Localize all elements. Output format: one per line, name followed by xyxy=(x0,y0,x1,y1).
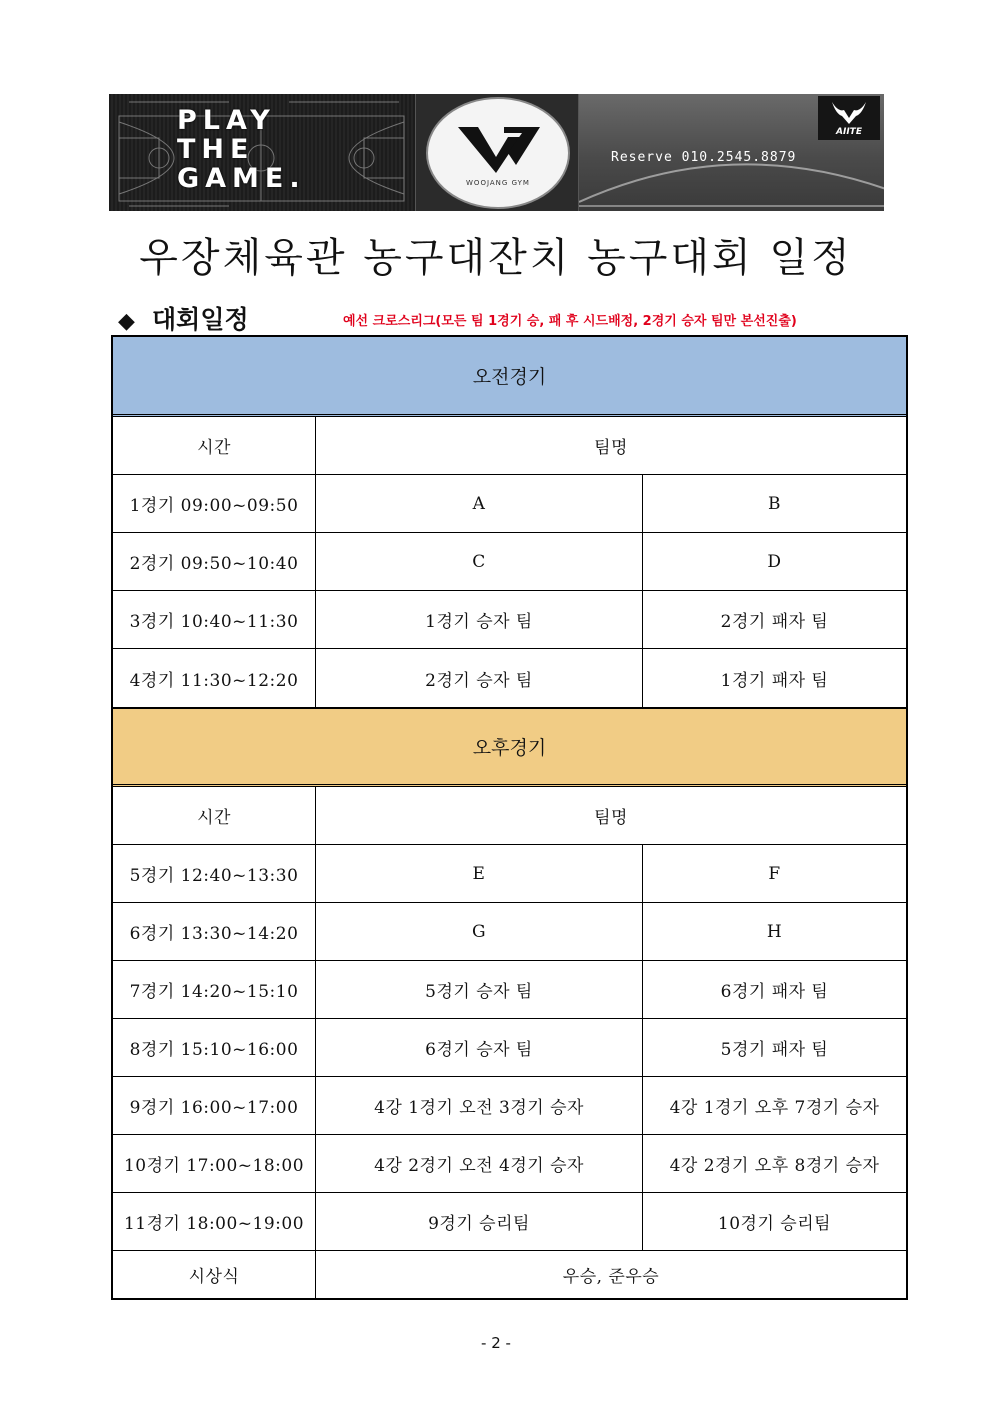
col-time-header: 시간 xyxy=(113,417,316,474)
section-heading xyxy=(118,300,249,336)
aiite-logo xyxy=(818,96,880,140)
woojang-gym-logo xyxy=(426,97,570,209)
slogan-line: GAME. xyxy=(177,163,306,194)
team-two: 6경기 패자 팀 xyxy=(720,982,829,1002)
page-number: - 2 - xyxy=(481,1334,511,1352)
morning-heading: 오전경기 xyxy=(113,337,906,417)
table-row xyxy=(113,649,906,707)
table-row xyxy=(113,845,906,903)
game-time: 5경기 12:40~13:30 xyxy=(113,845,316,902)
header-banner xyxy=(109,94,884,211)
team-one: C xyxy=(316,533,643,590)
team-two: 10경기 승리팀 xyxy=(717,1214,832,1234)
team-one: 9경기 승리팀 xyxy=(316,1193,643,1250)
game-time: 10경기 17:00~18:00 xyxy=(113,1135,316,1192)
table-row xyxy=(113,1077,906,1135)
team-two: B xyxy=(768,493,781,514)
diamond-bullet-icon: ◆ xyxy=(118,309,135,334)
table-row xyxy=(113,533,906,591)
ceremony-row xyxy=(113,1251,906,1298)
afternoon-heading: 오후경기 xyxy=(113,707,906,787)
table-row xyxy=(113,961,906,1019)
table-row xyxy=(113,1019,906,1077)
reserve-phone: Reserve 010.2545.8879 xyxy=(611,150,797,165)
header-row xyxy=(113,787,906,845)
team-one: 4강 1경기 오전 3경기 승자 xyxy=(316,1077,643,1134)
team-two: 4강 1경기 오후 7경기 승자 xyxy=(669,1098,880,1118)
team-one: 6경기 승자 팀 xyxy=(316,1019,643,1076)
banner-reserve-panel xyxy=(579,94,884,211)
game-time: 6경기 13:30~14:20 xyxy=(113,903,316,960)
ceremony-label: 시상식 xyxy=(113,1251,316,1298)
brand-name: AIITE xyxy=(836,127,862,137)
slogan-line: PLAY xyxy=(177,105,276,136)
team-two: 5경기 패자 팀 xyxy=(720,1040,829,1060)
team-one: 4강 2경기 오전 4경기 승자 xyxy=(316,1135,643,1192)
col-time-header: 시간 xyxy=(113,787,316,844)
ceremony-awards: 우승, 준우승 xyxy=(562,1267,660,1287)
team-two: F xyxy=(768,863,781,884)
header-row xyxy=(113,417,906,475)
team-one: 1경기 승자 팀 xyxy=(316,591,643,648)
bull-icon xyxy=(818,96,880,126)
game-time: 11경기 18:00~19:00 xyxy=(113,1193,316,1250)
section-label: 대회일정 xyxy=(152,305,249,334)
col-teams-header: 팀명 xyxy=(594,808,628,828)
team-one: 2경기 승자 팀 xyxy=(316,649,643,707)
game-time: 2경기 09:50~10:40 xyxy=(113,533,316,590)
game-time: 1경기 09:00~09:50 xyxy=(113,475,316,532)
team-two: H xyxy=(766,921,783,942)
team-two: 4강 2경기 오후 8경기 승자 xyxy=(669,1156,880,1176)
banner-court-panel xyxy=(109,94,415,211)
table-row xyxy=(113,475,906,533)
team-one: 5경기 승자 팀 xyxy=(316,961,643,1018)
team-one: E xyxy=(316,845,643,902)
slogan-line: THE xyxy=(177,134,255,165)
table-row xyxy=(113,1135,906,1193)
game-time: 7경기 14:20~15:10 xyxy=(113,961,316,1018)
table-row xyxy=(113,591,906,649)
gym-name: WOOJANG GYM xyxy=(466,179,530,187)
table-row xyxy=(113,1193,906,1251)
banner-logo-panel xyxy=(415,94,579,211)
table-row xyxy=(113,903,906,961)
schedule-table xyxy=(111,335,908,1300)
game-time: 4경기 11:30~12:20 xyxy=(113,649,316,707)
game-time: 9경기 16:00~17:00 xyxy=(113,1077,316,1134)
col-teams-header: 팀명 xyxy=(594,438,628,458)
team-two: 2경기 패자 팀 xyxy=(720,612,829,632)
game-time: 3경기 10:40~11:30 xyxy=(113,591,316,648)
team-one: A xyxy=(316,475,643,532)
wj-logo-icon xyxy=(456,119,540,175)
team-one: G xyxy=(316,903,643,960)
page-title: 우장체육관 농구대잔치 농구대회 일정 xyxy=(139,235,853,281)
team-two: 1경기 패자 팀 xyxy=(720,670,829,691)
team-two: D xyxy=(767,551,782,572)
league-rule-note: 예선 크로스리그(모든 팀 1경기 승, 패 후 시드배정, 2경기 승자 팀만 본선진출) xyxy=(343,314,797,329)
game-time: 8경기 15:10~16:00 xyxy=(113,1019,316,1076)
banner-slogan xyxy=(177,106,306,193)
